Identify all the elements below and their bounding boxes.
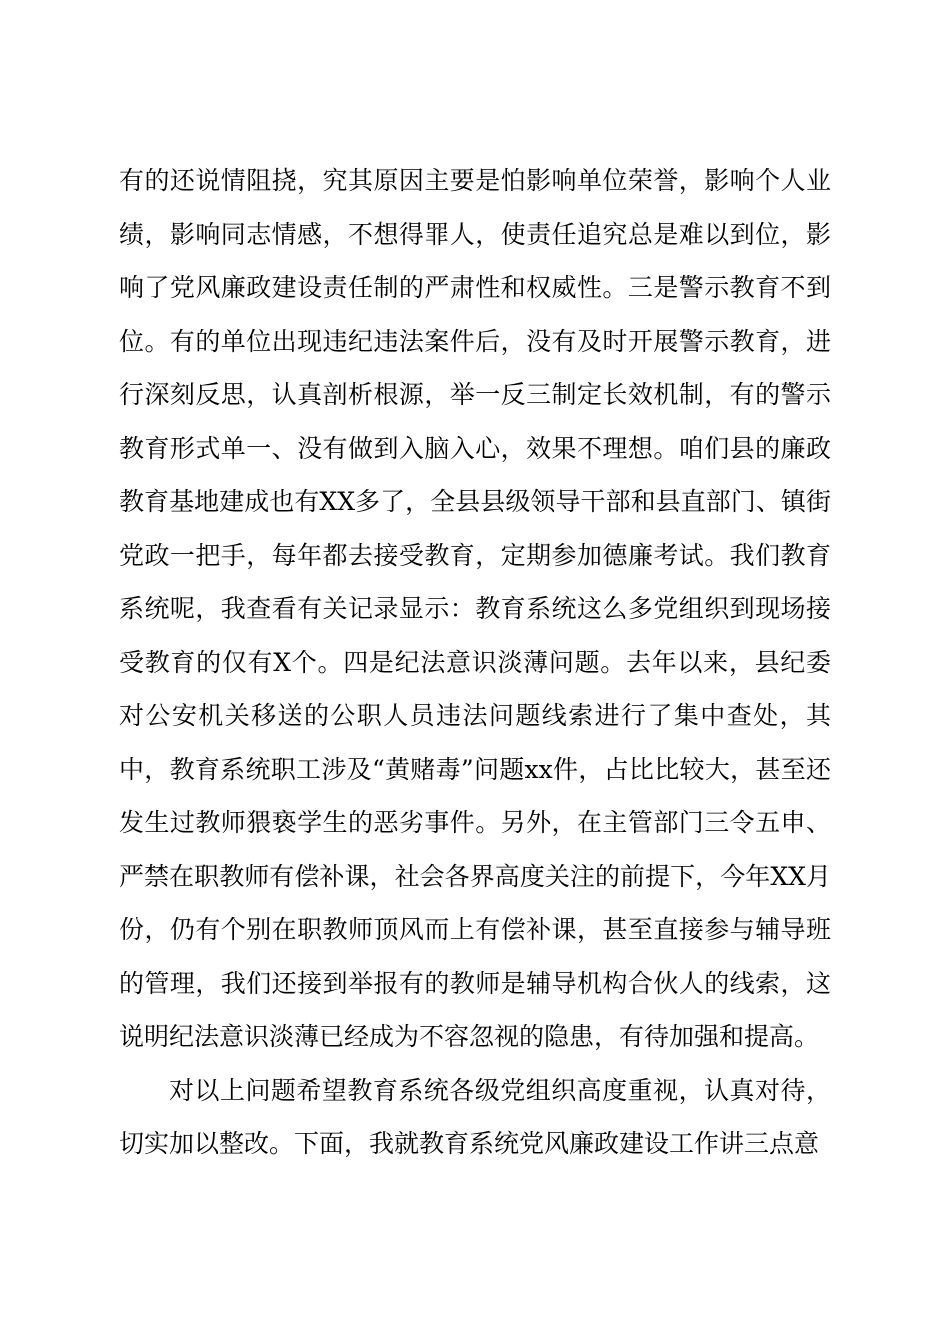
paragraph-continuation: 有的还说情阻挠，究其原因主要是怕影响单位荣誉，影响个人业绩，影响同志情感，不想得罪人，使责任追究总是难以到位，影响了党风廉政建设责任制的严肃性和权威性。三是警示教育不到位。有的单位出现违纪违法案件后，没有及时开展警示教育，进行深刻反思，认真剖析根源，举一反三制定长效机制，有的警示教育形式单一、没有做到入脑入心，效果不理想。咱们县的廉政教育基地建成也有XX多了，全县县级领导干部和县直部门、镇街党政一把手，每年都去接受教育，定期参加德廉考试。我们教育系统呢，我查看有关记录显示：教育系统这么多党组织到现场接受教育的仅有X个。四是纪法意识淡薄问题。去年以来，县纪委对公安机关移送的公职人员违法问题线索进行了集中查处，其中，教育系统职工涉及“黄赌毒”问题xx件，占比比较大，甚至还发生过教师猥亵学生的恶劣事件。另外，在主管部门三令五申、严禁在职教师有偿补课，社会各界高度关注的前提下，今年XX月份，仍有个别在职教师顶风而上有偿补课，甚至直接参与辅导班的管理，我们还接到举报有的教师是辅导机构合伙人的线索，这说明纪法意识淡薄已经成为不容忽视的隐患，有待加强和提高。 [119, 166, 831, 1051]
paragraph: 对以上问题希望教育系统各级党组织高度重视，认真对待，切实加以整改。下面，我就教育系统党风廉政建设工作讲三点意 [119, 1075, 831, 1158]
body-text [119, 154, 831, 1171]
